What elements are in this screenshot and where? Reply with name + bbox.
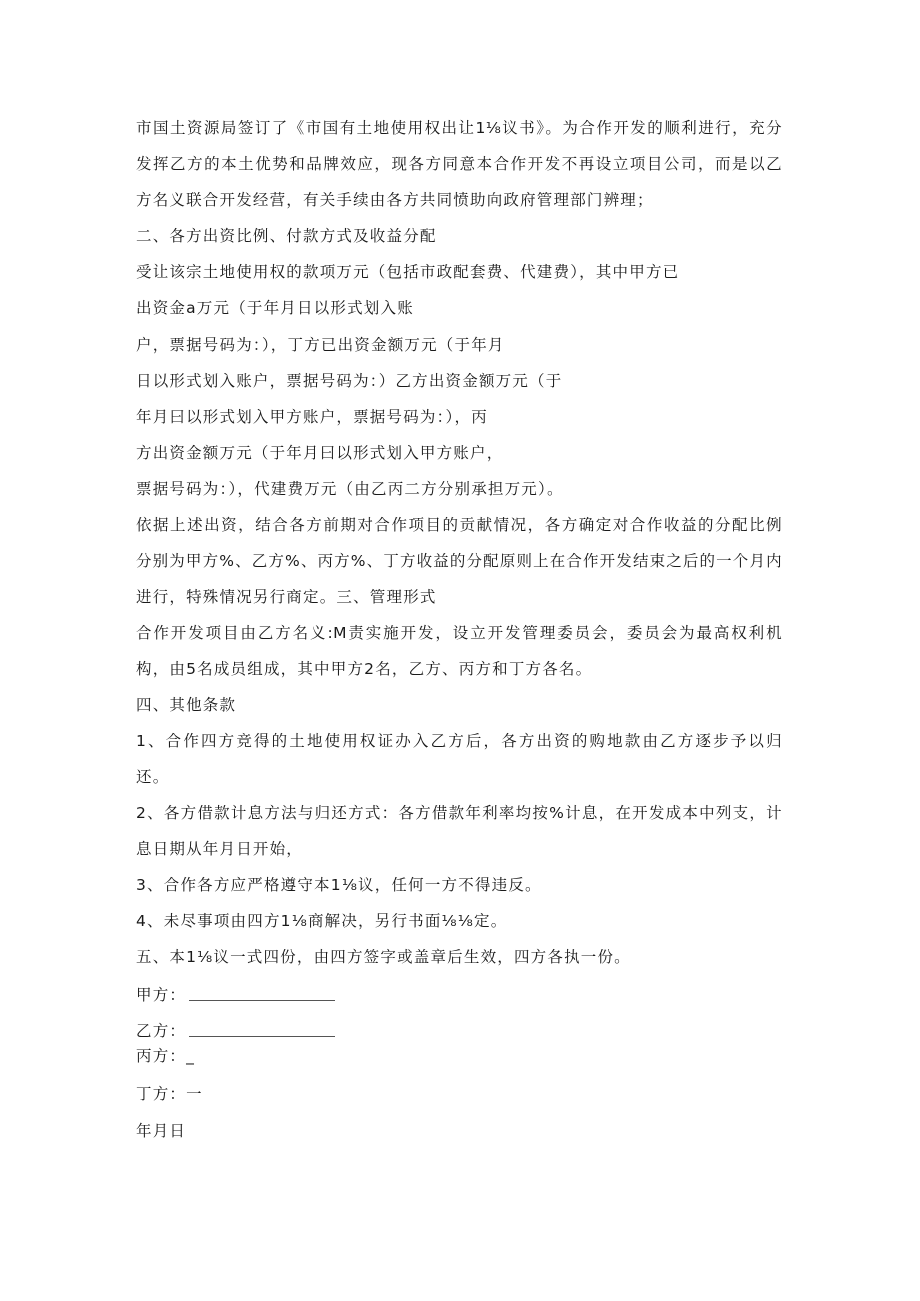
paragraph-line: 合作开发项目由乙方名义:M责实施开发，设立开发管理委员会，委员会为最高权利机 xyxy=(136,624,782,642)
signature-label-party-b: 乙方： xyxy=(136,1022,187,1040)
paragraph-line: 受让该宗土地使用权的款项万元（包括市政配套费、代建费），其中甲方已 xyxy=(136,263,680,281)
clause-line: 3、合作各方应严格遵守本1⅛议，任何一方不得违反。 xyxy=(136,876,542,894)
paragraph-line: 市国土资源局签订了《市国有土地使用权出让1⅛议书》。为合作开发的顺利进行，充分 xyxy=(136,119,782,137)
clause-line: 2、各方借款计息方法与归还方式：各方借款年利率均按%计息，在开发成本中列支，计 xyxy=(136,804,782,822)
section-heading: 二、各方出资比例、付款方式及收益分配 xyxy=(136,227,437,245)
clause-line: 息日期从年月日开始， xyxy=(136,840,304,858)
paragraph-line: 构，由5名成员组成，其中甲方2名，乙方、丙方和丁方各名。 xyxy=(136,660,593,678)
paragraph-line: 分别为甲方%、乙方%、丙方%、丁方收益的分配原则上在合作开发结束之后的一个月内 xyxy=(136,552,782,570)
signature-blank-party-a xyxy=(189,1000,335,1001)
paragraph-line: 进行，特殊情况另行商定。三、管理形式 xyxy=(136,588,437,606)
clause-line: 五、本1⅛议一式四份，由四方签字或盖章后生效，四方各执一份。 xyxy=(136,948,631,966)
paragraph-line: 方名义联合开发经营，有关手续由各方共同愤助向政府管理部门辨理； xyxy=(136,191,654,209)
section-heading: 四、其他条款 xyxy=(136,696,237,714)
paragraph-line: 方出资金额万元（于年月曰以形式划入甲方账户， xyxy=(136,444,504,462)
clause-line: 4、未尽事项由四方1⅛商解决，另行书面⅛⅛定。 xyxy=(136,912,508,930)
paragraph-line: 发挥乙方的本土优势和品牌效应，现各方同意本合作开发不再设立项目公司，而是以乙 xyxy=(136,155,782,173)
paragraph-line: 票据号码为：），代建费万元（由乙丙二方分别承担万元）。 xyxy=(136,480,564,498)
signature-label-party-a: 甲方： xyxy=(136,986,187,1004)
signature-date: 年月日 xyxy=(136,1122,187,1140)
signature-label-party-d: 丁方：一 xyxy=(136,1085,203,1103)
signature-blank-party-b xyxy=(189,1036,335,1037)
clause-line: 1、合作四方竞得的土地使用权证办入乙方后，各方出资的购地款由乙方逐步予以归 xyxy=(136,732,782,750)
paragraph-line: 依据上述出资，结合各方前期对合作项目的贡献情况，各方确定对合作收益的分配比例 xyxy=(136,516,782,534)
paragraph-line: 年月曰以形式划入甲方账户，票据号码为：），丙 xyxy=(136,408,488,426)
paragraph-line: 出资金a万元（于年月日以形式划入账 xyxy=(136,299,414,317)
paragraph-line: 户，票据号码为：），丁方已出资金额万元（于年月 xyxy=(136,336,505,354)
signature-label-party-c: 丙方：_ xyxy=(136,1047,196,1065)
paragraph-line: 日以形式划入账户，票据号码为：）乙方出资金额万元（于 xyxy=(136,372,563,390)
clause-line: 还。 xyxy=(136,768,170,786)
